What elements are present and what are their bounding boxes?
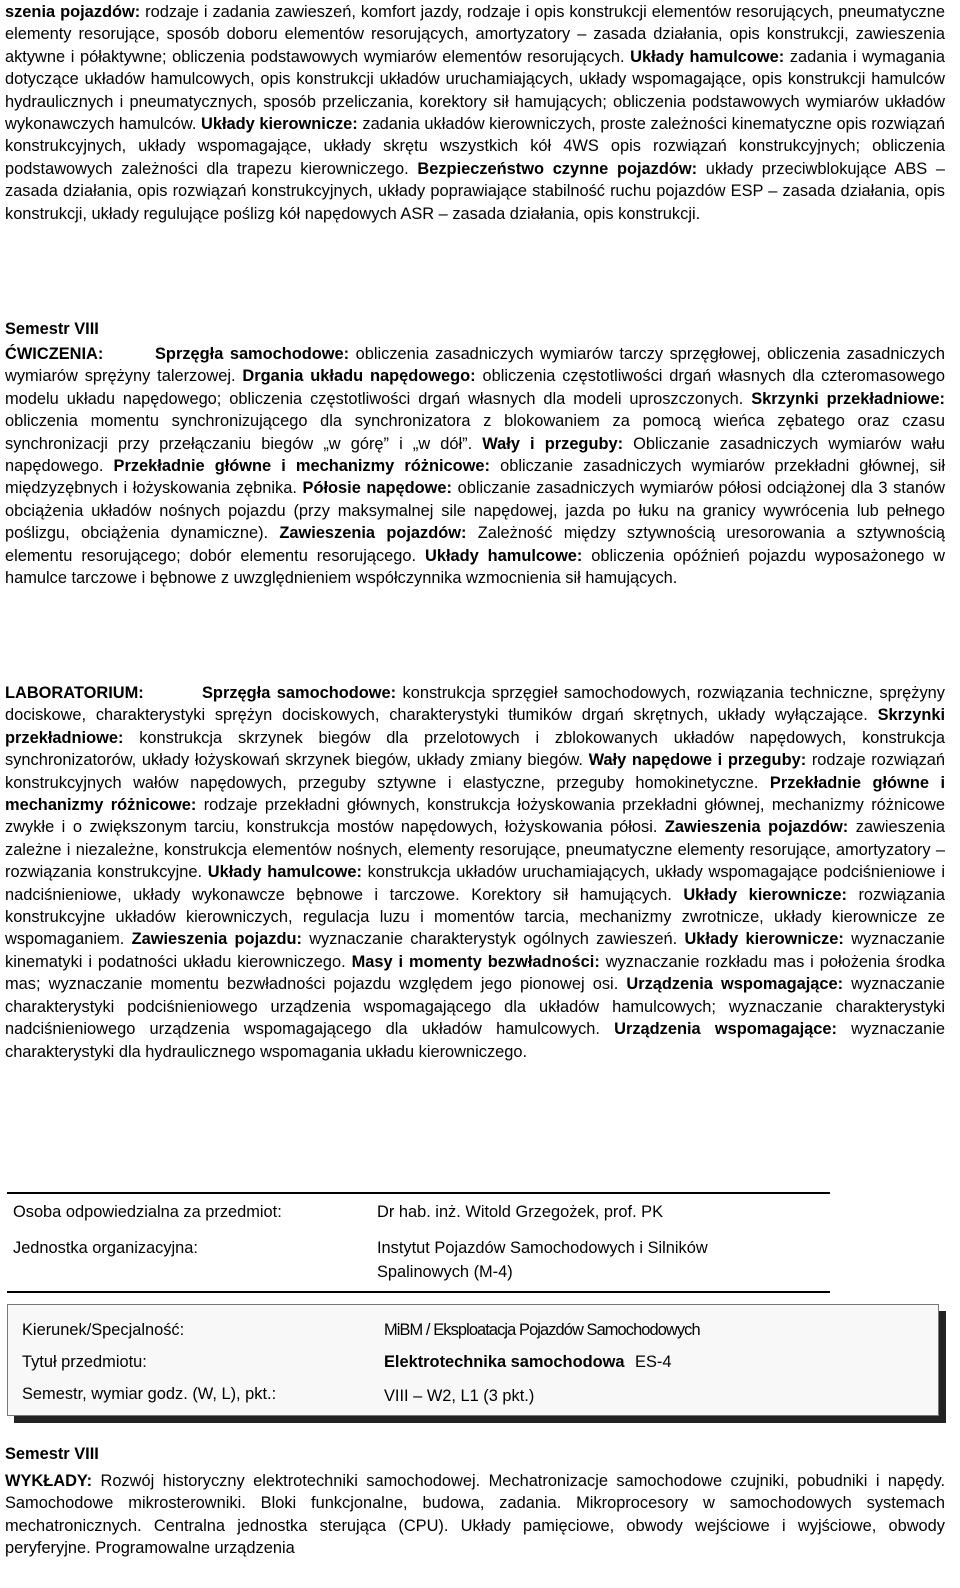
responsible-person-row (0, 1201, 960, 1225)
semestr-label: Semestr, wymiar godz. (W, L), pkt.: (22, 1385, 277, 1403)
tytul-value (384, 1351, 671, 1373)
section-label-cwiczenia: ĆWICZENIA: (5, 345, 104, 363)
semester-heading: Semestr VIII (5, 320, 99, 338)
responsible-person-label: Osoba odpowiedzialna za przedmiot: (13, 1203, 282, 1221)
kierunek-label: Kierunek/Specjalność: (22, 1321, 185, 1339)
org-unit-row (0, 1237, 960, 1285)
term-zawieszenia: szenia pojazdów: (5, 3, 141, 21)
section-label-laboratorium: LABORATORIUM: (5, 684, 144, 702)
org-unit-label: Jednostka organizacyjna: (13, 1239, 198, 1257)
course-info-box (7, 1304, 939, 1416)
org-unit-value-line2: Spalinowych (M-4) (377, 1263, 513, 1281)
term-uklady-hamulcowe: Układy hamulcowe: (630, 47, 785, 66)
intro-paragraph: szenia pojazdów: rodzaje i zadania zawieszeń, komfort jazdy, rodzaje i opis konstrukcji elementów resorujących, pneumatyczne elementy resorujące, sposób doboru elementów resorujących, amortyzatory – zasada działania, opis konstrukcji, zawieszenia aktywne i półaktywne; obliczenia podstawowych wymiarów elementów resorujących. Układy hamulcowe: zadania i wymagania dotyczące układów hamulcowych, opis konstrukcji układów uruchamiających, układy wspomagające, opis konstrukcji hamulców hydraulicznych i pneumatycznych, sposób przeliczania, korektory sił hamujących; obliczenia podstawowych wymiarów układów wykonawczych hamulców. Układy kierownicze: zadania układów kierowniczych, proste zależności kinematyczne opis rozwiązań konstrukcyjnych, układy wspomagające, układy skrętu wszystkich kół 4WS opis rozwiązań konstrukcyjnych; obliczenia podstawowych zależności dla trapezu kierowniczego. Bezpieczeństwo czynne pojazdów: układy przeciwblokujące ABS – zasada działania, opis rozwiązań konstrukcyjnych, układy poprawiające stabilność ruchu pojazdów ESP – zasada działania, opis konstrukcji, układy regulujące poślizg kół napędowych ASR – zasada działania, opis konstrukcji. (5, 3, 946, 223)
responsible-person-value: Dr hab. inż. Witold Grzegożek, prof. PK (377, 1203, 664, 1221)
laboratorium-paragraph: LABORATORIUM: Sprzęgła samochodowe: konstrukcja sprzęgieł samochodowych, rozwiązania techniczne, sprężyny dociskowe, charakterystyki sprężyn dociskowych, charakterystyki tłumików drgań skrętnych, układy wyłączające. Skrzynki przekładniowe: konstrukcja skrzynek biegów dla przelotowych i zblokowanych układów napędowych, konstrukcja synchronizatorów, układy łożyskowań skrzynek biegów, układy zmiany biegów. Wały napędowe i przeguby: rodzaje rozwiązań konstrukcyjnych wałów napędowych, przeguby sztywne i elastyczne, przeguby homokinetyczne. Przekładnie główne i mechanizmy różnicowe: rodzaje przekładni głównych, konstrukcja łożyskowania przekładni głównej, mechanizmy różnicowe zwykłe i o zwiększonym tarciu, konstrukcja mostów napędowych, łożyskowania półosi. Zawieszenia pojazdów: zawieszenia zależne i niezależne, konstrukcja elementów nośnych, elementy resorujące, pneumatyczne elementy resorujące, amortyzatory – rozwiązania konstrukcyjne. Układy hamulcowe: konstrukcja układów uruchamiających, układy wspomagające podciśnieniowe i nadciśnieniowe, układy wykonawcze bębnowe i tarczowe. Korektory sił hamujących. Układy kierownicze: rozwiązania konstrukcyjne układów kierowniczych, regulacja luzu i momentów tarcia, mechanizmy zwrotnicze, układy kierownicze ze wspomaganiem. Zawieszenia pojazdu: wyznaczanie charakterystyk ogólnych zawieszeń. Układy kierownicze: wyznaczanie kinematyki i podatności układu kierowniczego. Masy i momenty bezwładności: wyznaczanie rozkładu mas i położenia środka mas; wyznaczanie momentu bezwładności pojazdu względem jego pionowej osi. Urządzenia wspomagające: wyznaczanie charakterystyki podciśnieniowego urządzenia wspomagającego dla układów hamulcowych; wyznaczanie charakterystyki nadciśnieniowego urządzenia wspomagającego dla układów hamulcowych. Urządzenia wspomagające: wyznaczanie charakterystyki dla hydraulicznego wspomagania układu kierowniczego. (5, 684, 946, 1061)
term-uklady-kierownicze: Układy kierownicze: (201, 115, 358, 134)
cwiczenia-paragraph: ĆWICZENIA: Sprzęgła samochodowe: obliczenia zasadniczych wymiarów tarczy sprzęgłowej, obliczenia zasadniczych wymiarów sprężyny talerzowej. Drgania układu napędowego: obliczenia częstotliwości drgań własnych dla czteromasowego modelu układu napędowego; obliczenia częstotliwości drgań własnych dla modeli uproszczonych. Skrzynki przekładniowe: obliczenia momentu synchronizującego dla synchronizatora z blokowaniem za pomocą wieńca zębatego oraz czasu synchronizacji przy przełączaniu biegów „w górę” i „w dół”. Wały i przeguby: Obliczanie zasadniczych wymiarów wału napędowego. Przekładnie główne i mechanizmy różnicowe: obliczanie zasadniczych wymiarów przekładni głównej, sił międzyzębnych i łożyskowania zębnika. Półosie napędowe: obliczanie zasadniczych wymiarów półosi odciążonej dla 3 stanów obciążenia układów nośnych pojazdu (przy maksymalnej sile napędowej, jazda po łuku na granicy wywrócenia lub pełnego poślizgu, obciążenia dynamiczne). Zawieszenia pojazdów: Zależność między sztywnością uresorowania a sztywnością elementu resorującego; dobór elementu resorującego. Układy hamulcowe: obliczenia opóźnień pojazdu wyposażonego w hamulce tarczowe i bębnowe z uwzględnieniem współczynnika wzmocnienia sił hamujących. (5, 345, 946, 588)
divider-bottom (7, 1291, 830, 1293)
section-label-wyklady: WYKŁADY: (5, 1472, 93, 1490)
course-code: ES-4 (635, 1353, 672, 1371)
kierunek-value: MiBM / Eksploatacja Pojazdów Samochodowych (384, 1321, 700, 1339)
divider-top (7, 1192, 830, 1194)
semester-heading-2: Semestr VIII (5, 1445, 99, 1463)
org-unit-value-line1: Instytut Pojazdów Samochodowych i Silników (377, 1239, 708, 1257)
wyklady-paragraph: WYKŁADY: Rozwój historyczny elektrotechniki samochodowej. Mechatronizacje samochodowe czujniki, pobudniki i napędy. Samochodowe mikrosterowniki. Bloki funkcjonalne, budowa, zadania. Mikroprocesory w samochodowych systemach mechatronicznych. Centralna jednostka sterująca (CPU). Układy pamięciowe, obwody wejściowe i wyjściowe, obwody peryferyjne. Programowalne urządzenia (5, 1472, 945, 1558)
semestr-value: VIII – W2, L1 (3 pkt.) (384, 1387, 535, 1405)
course-title: Elektrotechnika samochodowa (384, 1353, 625, 1371)
tytul-label: Tytuł przedmiotu: (22, 1353, 147, 1371)
term-bezpieczenstwo: Bezpieczeństwo czynne pojazdów: (417, 159, 698, 178)
